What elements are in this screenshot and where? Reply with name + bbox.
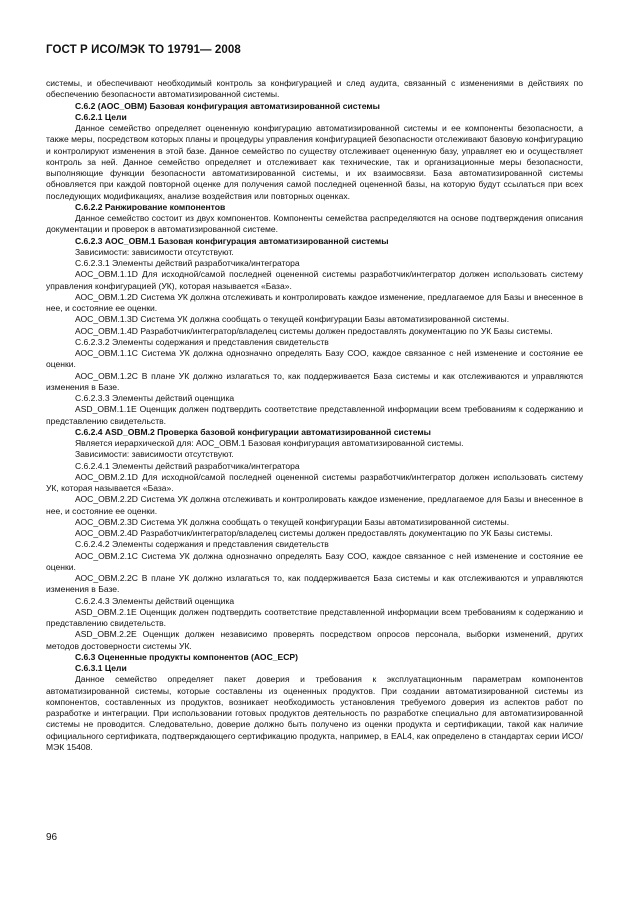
paragraph: АОС_ОВМ.2.1D Для исходной/самой последней оцененной системы разработчик/интегратор должен использовать систему УК, которая называется «База». (46, 471, 583, 493)
paragraph: ASD_OBM.2.1E Оценщик должен подтвердить соответствие представленной информации всем требованиям к содержанию и представлению свидетельств. (46, 606, 583, 628)
paragraph: Данное семейство определяет оцененную конфигурацию автоматизированной системы и ее компоненты безопасности, а также меры, посредством которых планы и процедуры управления конфигурацией безопасности отслеживают базовую конфигурацию и контролируют изменения в этой базе. Данное семейство по существу отслеживает оцененную базу, управляет ею и осуществляет контроль за ней. Данное семейство определяет и отслеживает как технические, так и организационные меры безопасности, выполняющие функции безопасности автоматизированной системы, и их взаимосвязи. База автоматизированной системы обновляется при каждой повторной оценке для получения самой последней оцененной базы, на которую будут ссылаться при всех последующих модификациях, анализе воздействия или повторных оценках. (46, 123, 583, 201)
section-heading: С.6.2.2 Ранжирование компонентов (75, 201, 226, 212)
paragraph: Данное семейство определяет пакет доверия и требования к эксплуатационным параметрам компонентов автоматизированной системы, которые составлены из оцененных продуктов. При создании автоматизированной системы из компонентов, составленных из продуктов, возникает необходимость установления требуемого доверия из аспектов работ по разработке и интеграции. При использовании готовых продуктов деятельность по разработке специально для автоматизированной системы не проводится. Следовательно, доверие должно быть получено из оценки продукта и сертификации, такой как наличие официального сертификата, подтверждающего сертификацию продукта, например, в EAL4, как определено в стандартах серии ИСО/МЭК 15408. (46, 674, 583, 752)
page-number: 96 (46, 832, 58, 843)
section-heading: С.6.2.4 ASD_OBM.2 Проверка базовой конфигурации автоматизированной системы (75, 426, 431, 437)
paragraph: АОС_ОВМ.1.3D Система УК должна сообщать о текущей конфигурации Базы автоматизированной системы. (75, 314, 510, 325)
paragraph: Зависимости: зависимости отсутствуют. (75, 246, 234, 257)
paragraph: С.6.2.4.2 Элементы содержания и представления свидетельств (75, 539, 329, 550)
paragraph: С.6.2.3.3 Элементы действий оценщика (75, 393, 235, 403)
running-header: ГОСТ Р ИСО/МЭК ТО 19791— 2008 (46, 44, 241, 56)
section-heading: С.6.2.1 Цели (75, 111, 127, 122)
section-heading: С.6.3 Оцененные продукты компонентов (АОС_ЕСР) (75, 651, 298, 662)
paragraph: С.6.2.3.2 Элементы содержания и представления свидетельств (75, 336, 329, 347)
paragraph: АОС_ОВМ.1.4D Разработчик/интегратор/владелец системы должен предоставлять документацию по УК Базы системы. (75, 325, 553, 336)
paragraph: ASD_OBM.1.1E Оценщик должен подтвердить соответствие представленной информации всем требованиям к содержанию и представлению свидетельств. (46, 404, 583, 426)
paragraph: АОС_ОВМ.2.3D Система УК должна сообщать о текущей конфигурации Базы автоматизированной системы. (75, 516, 510, 527)
paragraph: АОС_ОВМ.1.1D Для исходной/самой последней оцененной системы разработчик/интегратор должен использовать систему управления конфигурацией (УК), которая называется «База». (46, 269, 583, 291)
paragraph: Данное семейство состоит из двух компонентов. Компоненты семейства распределяются на основе подтверждения описания документации и проверок в автоматизированной системе. (46, 213, 583, 235)
section-heading: С.6.2 (АОС_ОВМ) Базовая конфигурация автоматизированной системы (75, 100, 380, 111)
section-heading: С.6.2.3 АОС_ОВМ.1 Базовая конфигурация автоматизированной системы (75, 235, 389, 246)
paragraph: С.6.2.4.1 Элементы действий разработчика/интегратора (75, 460, 300, 471)
paragraph: АОС_ОВМ.2.2D Система УК должна отслеживать и контролировать каждое изменение, предлагаемое для Базы и внесенное в нее, и состояние ее оценки. (46, 494, 583, 516)
paragraph: АОС_ОВМ.1.1С Система УК должна однозначно определять Базу СОО, каждое связанное с ней изменение и состояние ее оценки. (46, 348, 583, 370)
paragraph: системы, и обеспечивают необходимый контроль за конфигурацией и след аудита, связанный с изменениями в действиях по обеспечению безопасности автоматизированной системы. (46, 78, 583, 100)
section-heading: С.6.3.1 Цели (75, 663, 127, 673)
paragraph: С.6.2.3.1 Элементы действий разработчика/интегратора (75, 258, 300, 268)
paragraph: АОС_ОВМ.2.4D Разработчик/интегратор/владелец системы должен предоставлять документацию по УК Базы системы. (75, 528, 553, 538)
document-body (46, 78, 583, 753)
paragraph: Зависимости: зависимости отсутствуют. (75, 449, 234, 460)
paragraph: С.6.2.4.3 Элементы действий оценщика (75, 595, 235, 606)
paragraph: АОС_ОВМ.2.1С Система УК должна однозначно определять Базу СОО, каждое связанное с ней изменение и состояние ее оценки. (46, 550, 583, 572)
paragraph: АОС_ОВМ.1.2С В плане УК должно излагаться то, как поддерживается База системы и как отслеживаются и управляются изменения в Базе. (46, 370, 583, 392)
paragraph: ASD_OBM.2.2E Оценщик должен независимо проверять посредством опросов персонала, выборки изменений, других методов достоверности системы УК. (46, 629, 583, 651)
paragraph: АОС_ОВМ.2.2С В плане УК должно излагаться то, как поддерживается База системы и как отслеживаются и управляются изменения в Базе. (46, 573, 583, 595)
paragraph: Является иерархической для: АОС_ОВМ.1 Базовая конфигурация автоматизированной системы. (75, 438, 464, 448)
paragraph: АОС_ОВМ.1.2D Система УК должна отслеживать и контролировать каждое изменение, предлагаемое для Базы и внесенное в нее, и состояние ее оценки. (46, 291, 583, 313)
